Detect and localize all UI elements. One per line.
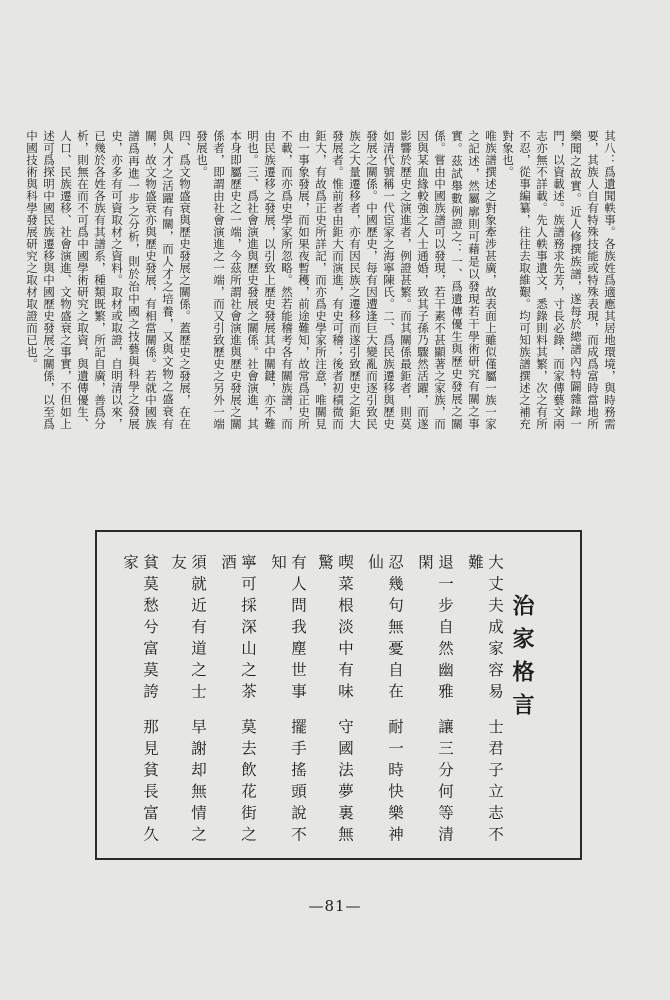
poem-line: 士君子立志不難: [466, 554, 504, 848]
poem-column: [269, 554, 308, 858]
poem-line: 忍幾句無憂自在: [386, 554, 404, 705]
essay-paragraph: 四、爲文物盛衰與歷史發展之關係。蓋歷史之發展，在在與人才之活躍有關，而人才之培養，又與文物之盛衰有關，故文物盛衰亦與歷史發展，有相當關係。若就中國族譜爲再進一步之分析，則於治中國之技藝與科學之發展史，亦多有可資取材之資料。取材或取證，自明清以來，已幾於各姓各族有其譜系，種類既繁，所記自廣，善爲分析，則無在而不可爲中國學術研究之取資，與遺傳優生、人口、民族遷移、社會演進、文物盛衰之事實，不但如上述可爲探明中國民族遷移與中國歷史發展之關係，以至爲中國技術與科學發展研究之取材取證而已也。: [25, 130, 192, 430]
poem-line: 早謝却無情之友: [169, 554, 207, 848]
essay-text-block: [25, 130, 618, 430]
poem-line: 貧莫愁兮富莫誇: [141, 554, 159, 705]
essay-paragraph: 其八：爲遺聞軼事。各族姓爲適應其居地環境，與時務需要，其族人自有特殊技能或特殊表現，而成爲富時當地所樂聞之故實。近人修撰族譜，遂每於總譜內特闢雜錄一門，以資載述。族譜務求先芳，寸長必錄，而家傳藝文兩志亦無不詳載。先人軼事遺文，悉錄則料其繁，次之有所不忍，從事編纂，往往去取維艱。均可知族譜撰述之補充對象也。: [501, 130, 617, 430]
poem-column: [316, 554, 355, 858]
poem-line: 耐一時快樂神仙: [366, 554, 404, 848]
poem-column: [169, 554, 208, 858]
poem-line: 莫去飲花街之酒: [219, 554, 257, 848]
poem-line: 讓三分何等清閑: [416, 554, 454, 848]
poem-line: 須就近有道之士: [189, 554, 207, 705]
poem-column: [416, 554, 455, 858]
poem-column: [219, 554, 258, 858]
poem-line: 那見貧長富久家: [121, 554, 159, 848]
poem-line: 喫菜根淡中有味: [336, 554, 354, 705]
poem-column: [366, 554, 405, 858]
poem-line: 有人問我塵世事: [289, 554, 307, 705]
poem-title: 治家格言: [509, 594, 535, 726]
poem-line: 守國法夢裏無驚: [316, 554, 354, 848]
poem-line: 大丈夫成家容易: [486, 554, 504, 705]
essay-paragraph: 唯族譜撰述之對象牽涉甚廣，故表面上雖似僅屬一族一家之記述，然屬廓則可藉是以發現若干學術研究有關之事實。茲試舉數例證之：一、爲遺傳優生與歷史發展之關係。嘗由中國族譜可以發現，若干素不甚顯著之家族，而因與某血緣較強之人士通婚，致其子孫乃驟然活躍，而遂影響於歷史之演進者，例證甚繁。而其關係最鉅者，則莫如清代號稱一代宦家之海寧陳氏。二、爲民族遷移與歷史發展之關係。中國歷史，每有因遭逢巨大變亂而逐引致民族之大量遷移者，亦有因民族之遷移而遂引致歷史之鉅大發展者。惟前者由鉅大而演進，有史可稽；後者初積微而鉅大，有故爲正史所詳記，而亦爲史學家所注意，唯關見由一事象發展，而如果夜暫穫，前途難知，故常爲正史所不載，而亦爲史學家所忽略。然若能稽考各有關族譜，而由民族遷移之發展，以引致上歷史發展其中關鍵，亦不難明也。三、爲社會演進與歷史發展之關係。社會演進，其本身即屬歷史之一端，今茲所謂社會演進與歷史發展之關係者，即謂由社會演進之一端，而又引致歷史之另外一端發展也。: [195, 130, 498, 430]
page-number: —81—: [308, 897, 362, 915]
poem-line: 擺手搖頭說不知: [269, 554, 307, 848]
poem-line: 寧可採深山之茶: [239, 554, 257, 705]
poem-line: 退一步自然幽雅: [436, 554, 454, 705]
poem-column: [466, 554, 505, 858]
family-maxims-box: [95, 530, 582, 860]
poem-column: [121, 554, 160, 858]
